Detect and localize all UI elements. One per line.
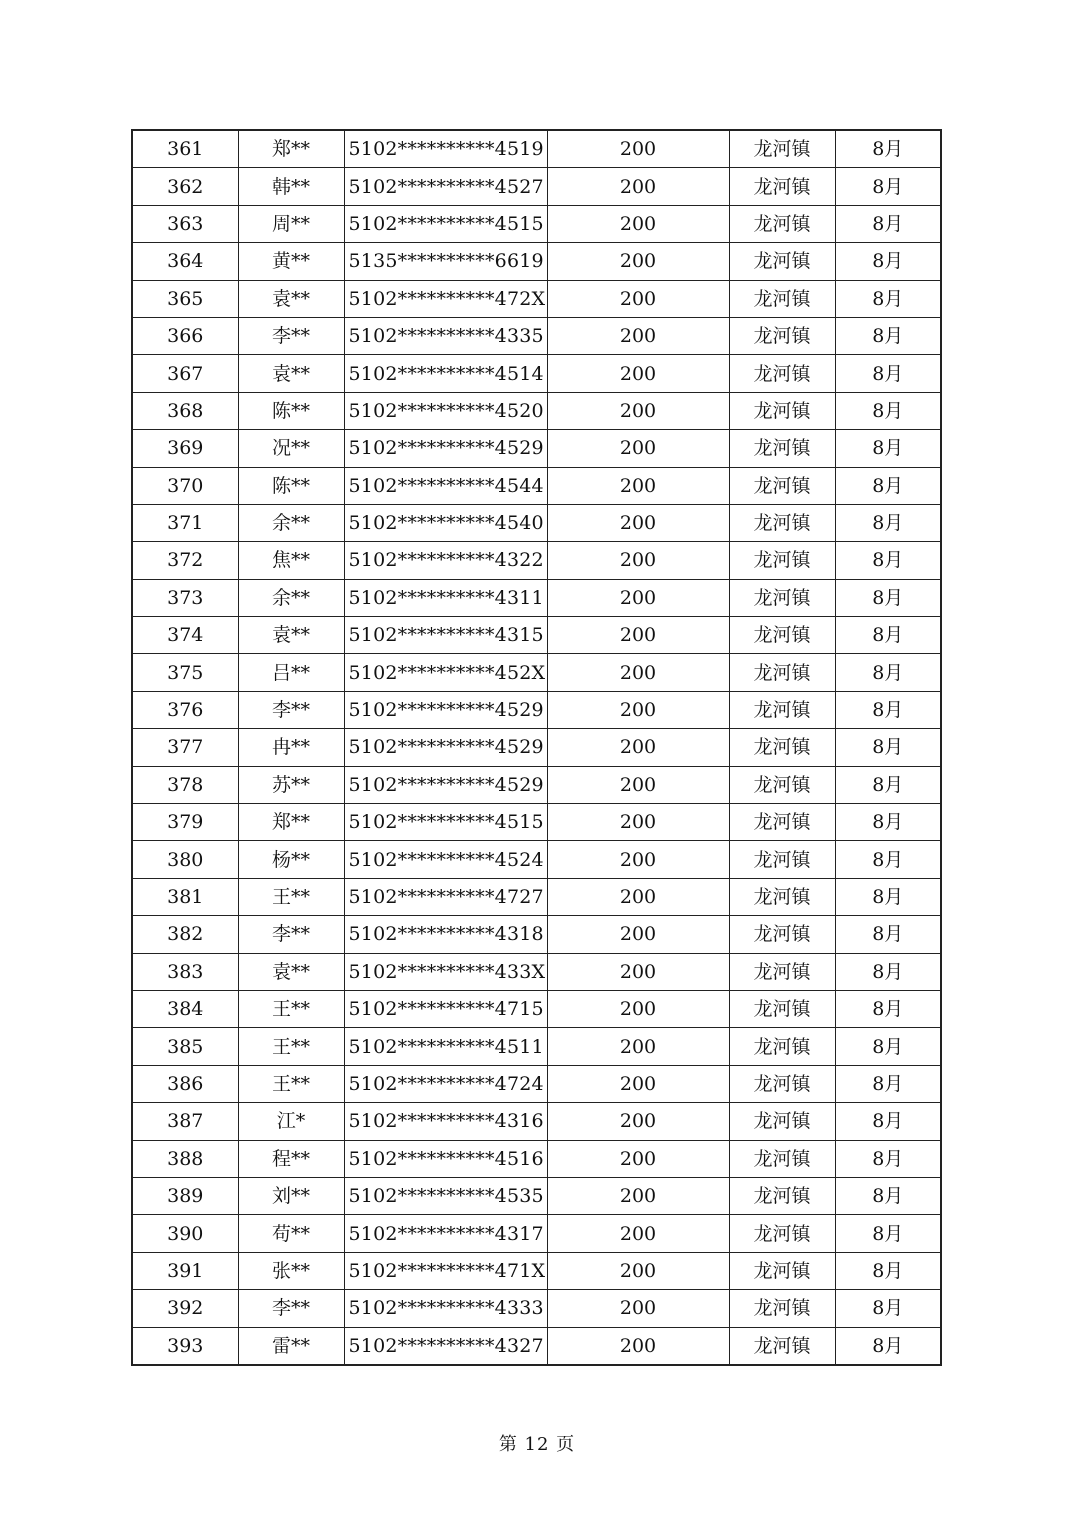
- table-row: [132, 841, 941, 878]
- id-number-cell: 5135**********6619: [344, 243, 547, 280]
- town-cell: 龙河镇: [729, 990, 835, 1027]
- town-cell: 龙河镇: [729, 1140, 835, 1177]
- table-row: [132, 168, 941, 205]
- month-cell: 8月: [835, 729, 941, 766]
- town-cell: 龙河镇: [729, 766, 835, 803]
- table-row: [132, 280, 941, 317]
- town-cell: 龙河镇: [729, 280, 835, 317]
- month-cell: 8月: [835, 205, 941, 242]
- amount-cell: 200: [547, 280, 729, 317]
- name-cell: 李**: [238, 691, 344, 728]
- town-cell: 龙河镇: [729, 1103, 835, 1140]
- name-cell: 余**: [238, 504, 344, 541]
- name-cell: 袁**: [238, 953, 344, 990]
- id-number-cell: 5102**********472X: [344, 280, 547, 317]
- amount-cell: 200: [547, 542, 729, 579]
- town-cell: 龙河镇: [729, 355, 835, 392]
- name-cell: 韩**: [238, 168, 344, 205]
- id-number-cell: 5102**********452X: [344, 654, 547, 691]
- town-cell: 龙河镇: [729, 953, 835, 990]
- name-cell: 袁**: [238, 355, 344, 392]
- name-cell: 余**: [238, 579, 344, 616]
- row-number-cell: 371: [132, 504, 238, 541]
- row-number-cell: 385: [132, 1028, 238, 1065]
- name-cell: 杨**: [238, 841, 344, 878]
- table-row: [132, 916, 941, 953]
- month-cell: 8月: [835, 355, 941, 392]
- name-cell: 王**: [238, 1065, 344, 1102]
- table-row: [132, 691, 941, 728]
- name-cell: 李**: [238, 1290, 344, 1327]
- month-cell: 8月: [835, 392, 941, 429]
- id-number-cell: 5102**********471X: [344, 1252, 547, 1289]
- amount-cell: 200: [547, 1103, 729, 1140]
- town-cell: 龙河镇: [729, 1028, 835, 1065]
- month-cell: 8月: [835, 1028, 941, 1065]
- table-row: [132, 804, 941, 841]
- row-number-cell: 363: [132, 205, 238, 242]
- month-cell: 8月: [835, 430, 941, 467]
- name-cell: 程**: [238, 1140, 344, 1177]
- id-number-cell: 5102**********4715: [344, 990, 547, 1027]
- id-number-cell: 5102**********4514: [344, 355, 547, 392]
- amount-cell: 200: [547, 953, 729, 990]
- row-number-cell: 393: [132, 1327, 238, 1365]
- town-cell: 龙河镇: [729, 1177, 835, 1214]
- row-number-cell: 375: [132, 654, 238, 691]
- town-cell: 龙河镇: [729, 504, 835, 541]
- amount-cell: 200: [547, 1140, 729, 1177]
- month-cell: 8月: [835, 130, 941, 168]
- month-cell: 8月: [835, 691, 941, 728]
- table-row: [132, 990, 941, 1027]
- row-number-cell: 373: [132, 579, 238, 616]
- id-number-cell: 5102**********4311: [344, 579, 547, 616]
- row-number-cell: 367: [132, 355, 238, 392]
- town-cell: 龙河镇: [729, 654, 835, 691]
- id-number-cell: 5102**********4529: [344, 729, 547, 766]
- name-cell: 郑**: [238, 130, 344, 168]
- name-cell: 李**: [238, 916, 344, 953]
- id-number-cell: 5102**********4322: [344, 542, 547, 579]
- table-row: [132, 1215, 941, 1252]
- town-cell: 龙河镇: [729, 729, 835, 766]
- amount-cell: 200: [547, 1065, 729, 1102]
- id-number-cell: 5102**********4529: [344, 766, 547, 803]
- name-cell: 焦**: [238, 542, 344, 579]
- amount-cell: 200: [547, 130, 729, 168]
- amount-cell: 200: [547, 916, 729, 953]
- month-cell: 8月: [835, 1103, 941, 1140]
- table-row: [132, 467, 941, 504]
- id-number-cell: 5102**********4317: [344, 1215, 547, 1252]
- town-cell: 龙河镇: [729, 916, 835, 953]
- name-cell: 况**: [238, 430, 344, 467]
- month-cell: 8月: [835, 841, 941, 878]
- town-cell: 龙河镇: [729, 243, 835, 280]
- table-row: [132, 430, 941, 467]
- town-cell: 龙河镇: [729, 579, 835, 616]
- id-number-cell: 5102**********4724: [344, 1065, 547, 1102]
- row-number-cell: 362: [132, 168, 238, 205]
- town-cell: 龙河镇: [729, 1215, 835, 1252]
- month-cell: 8月: [835, 579, 941, 616]
- id-number-cell: 5102**********4529: [344, 430, 547, 467]
- name-cell: 李**: [238, 317, 344, 354]
- amount-cell: 200: [547, 766, 729, 803]
- town-cell: 龙河镇: [729, 878, 835, 915]
- id-number-cell: 5102**********4520: [344, 392, 547, 429]
- name-cell: 袁**: [238, 617, 344, 654]
- amount-cell: 200: [547, 467, 729, 504]
- name-cell: 江*: [238, 1103, 344, 1140]
- amount-cell: 200: [547, 392, 729, 429]
- row-number-cell: 376: [132, 691, 238, 728]
- row-number-cell: 384: [132, 990, 238, 1027]
- name-cell: 冉**: [238, 729, 344, 766]
- table-row: [132, 953, 941, 990]
- row-number-cell: 380: [132, 841, 238, 878]
- amount-cell: 200: [547, 1177, 729, 1214]
- table-row: [132, 205, 941, 242]
- table-row: [132, 766, 941, 803]
- name-cell: 陈**: [238, 392, 344, 429]
- table-row: [132, 317, 941, 354]
- amount-cell: 200: [547, 1290, 729, 1327]
- month-cell: 8月: [835, 1290, 941, 1327]
- row-number-cell: 382: [132, 916, 238, 953]
- name-cell: 苏**: [238, 766, 344, 803]
- table-row: [132, 130, 941, 168]
- id-number-cell: 5102**********4540: [344, 504, 547, 541]
- id-number-cell: 5102**********4515: [344, 804, 547, 841]
- town-cell: 龙河镇: [729, 841, 835, 878]
- amount-cell: 200: [547, 317, 729, 354]
- table-row: [132, 1252, 941, 1289]
- amount-cell: 200: [547, 878, 729, 915]
- name-cell: 郑**: [238, 804, 344, 841]
- row-number-cell: 379: [132, 804, 238, 841]
- table-row: [132, 542, 941, 579]
- month-cell: 8月: [835, 467, 941, 504]
- row-number-cell: 388: [132, 1140, 238, 1177]
- month-cell: 8月: [835, 878, 941, 915]
- month-cell: 8月: [835, 617, 941, 654]
- amount-cell: 200: [547, 355, 729, 392]
- row-number-cell: 369: [132, 430, 238, 467]
- month-cell: 8月: [835, 1252, 941, 1289]
- town-cell: 龙河镇: [729, 205, 835, 242]
- amount-cell: 200: [547, 504, 729, 541]
- amount-cell: 200: [547, 168, 729, 205]
- row-number-cell: 378: [132, 766, 238, 803]
- town-cell: 龙河镇: [729, 691, 835, 728]
- row-number-cell: 389: [132, 1177, 238, 1214]
- amount-cell: 200: [547, 1252, 729, 1289]
- town-cell: 龙河镇: [729, 617, 835, 654]
- amount-cell: 200: [547, 841, 729, 878]
- town-cell: 龙河镇: [729, 804, 835, 841]
- month-cell: 8月: [835, 243, 941, 280]
- name-cell: 黄**: [238, 243, 344, 280]
- row-number-cell: 370: [132, 467, 238, 504]
- name-cell: 袁**: [238, 280, 344, 317]
- row-number-cell: 390: [132, 1215, 238, 1252]
- id-number-cell: 5102**********4544: [344, 467, 547, 504]
- row-number-cell: 365: [132, 280, 238, 317]
- amount-cell: 200: [547, 691, 729, 728]
- town-cell: 龙河镇: [729, 430, 835, 467]
- id-number-cell: 5102**********4516: [344, 1140, 547, 1177]
- town-cell: 龙河镇: [729, 317, 835, 354]
- id-number-cell: 5102**********4316: [344, 1103, 547, 1140]
- roster-table-body: [132, 130, 941, 1365]
- name-cell: 张**: [238, 1252, 344, 1289]
- name-cell: 吕**: [238, 654, 344, 691]
- table-row: [132, 1065, 941, 1102]
- table-row: [132, 1177, 941, 1214]
- month-cell: 8月: [835, 804, 941, 841]
- table-row: [132, 729, 941, 766]
- name-cell: 刘**: [238, 1177, 344, 1214]
- id-number-cell: 5102**********4511: [344, 1028, 547, 1065]
- row-number-cell: 366: [132, 317, 238, 354]
- amount-cell: 200: [547, 654, 729, 691]
- id-number-cell: 5102**********4524: [344, 841, 547, 878]
- month-cell: 8月: [835, 1177, 941, 1214]
- table-row: [132, 1028, 941, 1065]
- amount-cell: 200: [547, 579, 729, 616]
- table-row: [132, 1290, 941, 1327]
- roster-table: [131, 129, 942, 1366]
- id-number-cell: 5102**********4315: [344, 617, 547, 654]
- month-cell: 8月: [835, 916, 941, 953]
- month-cell: 8月: [835, 1140, 941, 1177]
- town-cell: 龙河镇: [729, 168, 835, 205]
- month-cell: 8月: [835, 953, 941, 990]
- id-number-cell: 5102**********4515: [344, 205, 547, 242]
- month-cell: 8月: [835, 654, 941, 691]
- town-cell: 龙河镇: [729, 542, 835, 579]
- name-cell: 周**: [238, 205, 344, 242]
- table-row: [132, 654, 941, 691]
- month-cell: 8月: [835, 504, 941, 541]
- amount-cell: 200: [547, 990, 729, 1027]
- town-cell: 龙河镇: [729, 392, 835, 429]
- id-number-cell: 5102**********4519: [344, 130, 547, 168]
- row-number-cell: 392: [132, 1290, 238, 1327]
- table-row: [132, 878, 941, 915]
- amount-cell: 200: [547, 729, 729, 766]
- town-cell: 龙河镇: [729, 1252, 835, 1289]
- amount-cell: 200: [547, 1215, 729, 1252]
- row-number-cell: 368: [132, 392, 238, 429]
- amount-cell: 200: [547, 430, 729, 467]
- month-cell: 8月: [835, 280, 941, 317]
- town-cell: 龙河镇: [729, 1290, 835, 1327]
- amount-cell: 200: [547, 205, 729, 242]
- month-cell: 8月: [835, 766, 941, 803]
- id-number-cell: 5102**********4529: [344, 691, 547, 728]
- id-number-cell: 5102**********4727: [344, 878, 547, 915]
- row-number-cell: 377: [132, 729, 238, 766]
- table-row: [132, 617, 941, 654]
- amount-cell: 200: [547, 243, 729, 280]
- row-number-cell: 391: [132, 1252, 238, 1289]
- name-cell: 苟**: [238, 1215, 344, 1252]
- amount-cell: 200: [547, 1028, 729, 1065]
- id-number-cell: 5102**********4318: [344, 916, 547, 953]
- town-cell: 龙河镇: [729, 1327, 835, 1365]
- month-cell: 8月: [835, 1065, 941, 1102]
- amount-cell: 200: [547, 804, 729, 841]
- town-cell: 龙河镇: [729, 130, 835, 168]
- id-number-cell: 5102**********4335: [344, 317, 547, 354]
- table-row: [132, 392, 941, 429]
- row-number-cell: 381: [132, 878, 238, 915]
- month-cell: 8月: [835, 168, 941, 205]
- amount-cell: 200: [547, 1327, 729, 1365]
- town-cell: 龙河镇: [729, 1065, 835, 1102]
- month-cell: 8月: [835, 1327, 941, 1365]
- id-number-cell: 5102**********4327: [344, 1327, 547, 1365]
- table-row: [132, 243, 941, 280]
- row-number-cell: 372: [132, 542, 238, 579]
- month-cell: 8月: [835, 317, 941, 354]
- month-cell: 8月: [835, 990, 941, 1027]
- id-number-cell: 5102**********433X: [344, 953, 547, 990]
- name-cell: 雷**: [238, 1327, 344, 1365]
- table-row: [132, 1327, 941, 1365]
- town-cell: 龙河镇: [729, 467, 835, 504]
- id-number-cell: 5102**********4527: [344, 168, 547, 205]
- name-cell: 陈**: [238, 467, 344, 504]
- table-row: [132, 1140, 941, 1177]
- id-number-cell: 5102**********4333: [344, 1290, 547, 1327]
- page-number: 第 12 页: [498, 1434, 576, 1455]
- month-cell: 8月: [835, 542, 941, 579]
- row-number-cell: 361: [132, 130, 238, 168]
- month-cell: 8月: [835, 1215, 941, 1252]
- row-number-cell: 386: [132, 1065, 238, 1102]
- table-row: [132, 579, 941, 616]
- id-number-cell: 5102**********4535: [344, 1177, 547, 1214]
- amount-cell: 200: [547, 617, 729, 654]
- table-row: [132, 1103, 941, 1140]
- name-cell: 王**: [238, 1028, 344, 1065]
- row-number-cell: 374: [132, 617, 238, 654]
- row-number-cell: 364: [132, 243, 238, 280]
- table-row: [132, 504, 941, 541]
- name-cell: 王**: [238, 878, 344, 915]
- name-cell: 王**: [238, 990, 344, 1027]
- row-number-cell: 387: [132, 1103, 238, 1140]
- table-row: [132, 355, 941, 392]
- row-number-cell: 383: [132, 953, 238, 990]
